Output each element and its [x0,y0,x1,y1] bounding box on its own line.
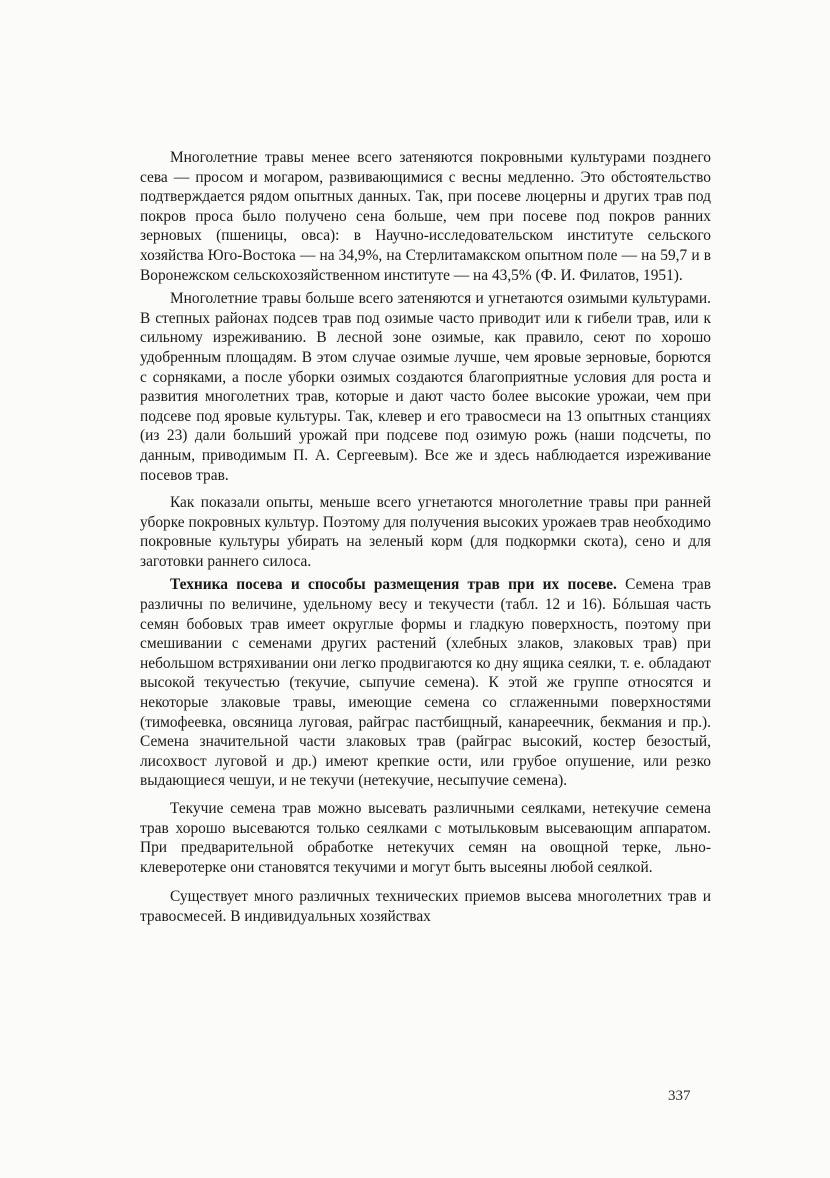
body-text [140,148,711,931]
section-heading: Техника посева и способы размещения трав при их посеве. [170,576,617,594]
paragraph-text: Семена трав различны по величине, удельному весу и текучести (табл. 12 и 16). Бóльшая часть семян бобовых трав имеет округлые формы и гладкую поверхность, поэтому при смешивании с семенами других растений (хлебных злаков, злаковых трав) при небольшом встряхивании они легко продвигаются ко дну ящика сеялки, т. е. обладают высокой текучестью (текучие, сыпучие семена). К этой же группе относятся и некоторые злаковые травы, имеющие семена со сглаженными поверхностями (тимофеевка, овсяница луговая, райграс пастбищный, канареечник, бекмания и пр.). Семена значительной части злаковых трав (райграс высокий, костер безостый, лисохвост луговой и др.) имеют крепкие ости, или грубое опушение, или резко выдающиеся чешуи, и не текучи (нетекучие, несыпучие семена). [140,576,711,790]
paragraph-text: Многолетние травы больше всего затеняются и угнетаются озимыми культурами. В степных районах подсев трав под озимые часто приводит или к гибели трав, или к сильному изреживанию. В лесной зоне озимые, как правило, сеют по хорошо удобренным площадям. В этом случае озимые лучше, чем яровые зерновые, борются с сорняками, а после уборки озимых создаются благоприятные условия для роста и развития многолетних трав, которые и дают часто более высокие урожаи, чем при подсеве под яровые культуры. Так, клевер и его травосмеси на 13 опытных станциях (из 23) дали больший урожай при подсеве под озимую рожь (наши подсчеты, по данным, приводимым П. А. Сергеевым). Все же и здесь наблюдается изреживание посевов трав. [140,290,711,484]
paragraph-text: Текучие семена трав можно высевать различными сеялками, нетекучие семена трав хорошо высеваются только сеялками с мотыльковым высевающим аппаратом. При предварительной обработке нетекучих семян на овощной терке, льно-клеверотерке они становятся текучими и могут быть высеяны любой сеялкой. [140,800,711,876]
paragraph [140,289,711,485]
paragraph [140,493,711,571]
page-number: 337 [668,1088,691,1104]
paragraph [140,148,711,285]
paragraph-text: Многолетние травы менее всего затеняются покровными культурами позднего сева — просом и могаром, развивающимися с весны медленно. Это обстоятельство подтверждается рядом опытных данных. Так, при посеве люцерны и других трав под покров проса было получено сена больше, чем при посеве под покров ранних зерновых (пшеницы, овса): в Научно-исследовательском институте сельского хозяйства Юго-Востока — на 34,9%, на Стерлитамакском опытном поле — на 59,7 и в Воронежском сельскохозяйственном институте — на 43,5% (Ф. И. Филатов, 1951). [140,149,711,284]
paragraph-text: Как показали опыты, меньше всего угнетаются многолетние травы при ранней уборке покровных культур. Поэтому для получения высоких урожаев трав необходимо покровные культуры убирать на зеленый корм (для подкормки скота), сено и для заготовки раннего силоса. [140,494,711,570]
paragraph [140,575,711,791]
paragraph-text: Существует много различных технических приемов высева многолетних трав и травосмесей. В индивидуальных хозяйствах [140,888,711,925]
paragraph [140,887,711,926]
paragraph [140,799,711,877]
